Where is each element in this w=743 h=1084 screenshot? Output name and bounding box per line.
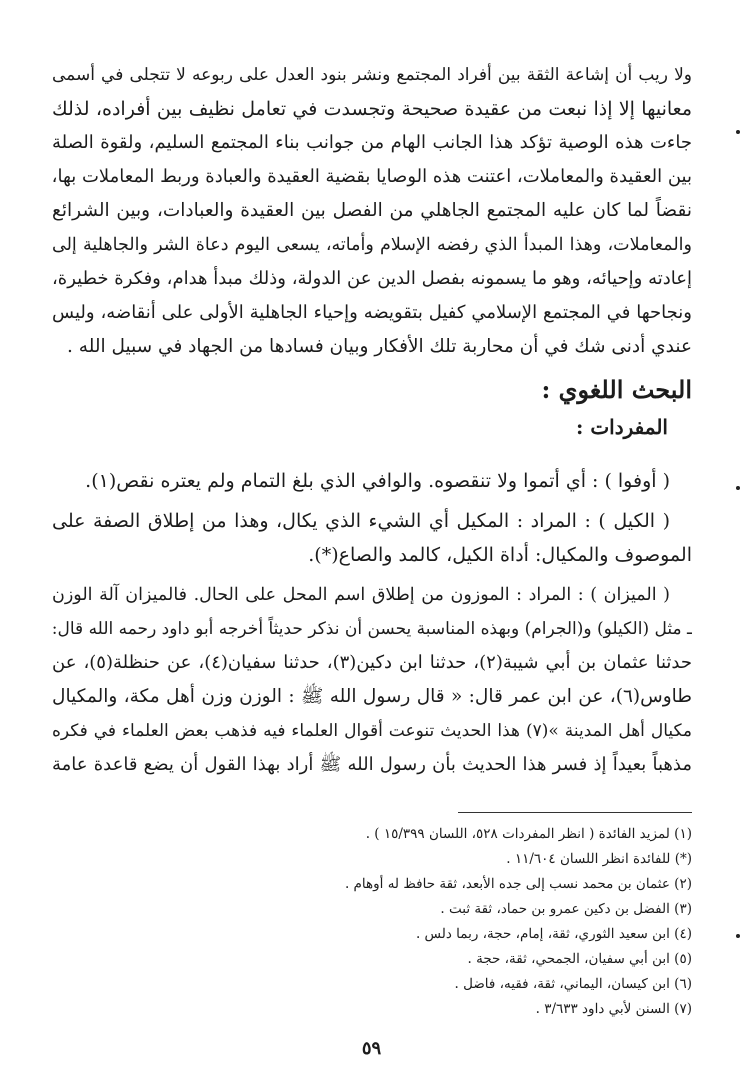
intro-paragraph: [52, 58, 692, 364]
definition-line: مذهباً بعيداً إذ فسر هذا الحديث بأن رسول الله ﷺ أراد بهذا القول أن يضع قاعدة عامة: [52, 754, 692, 775]
text-line: معانيها إلا إذا نبعت من عقيدة صحيحة وتجسدت في تعامل نظيف بين أفراده، لذلك: [52, 98, 692, 120]
text-line: بين العقيدة والمعاملات، اعتنت هذه الوصايا بقضية العقيدة والعبادة وربط المعاملات بها،: [52, 166, 692, 187]
footnote: (٧) السنن لأبي داود ٣/٦٣٣ .: [535, 1001, 692, 1017]
definition-line: ( الميزان ) : المراد : الموزون من إطلاق اسم المحل على الحال. فالميزان آلة الوزن: [52, 585, 670, 605]
definition-line: حدثنا عثمان بن أبي شيبة(٢)، حدثنا ابن دكين(٣)، حدثنا سفيان(٤)، عن حنظلة(٥)، عن: [52, 652, 692, 673]
text-line: إعادته وإحيائه، وهو ما يسمونه بفصل الدين عن الدولة، وذلك مبدأ هدام، وفكرة خطيرة،: [52, 268, 692, 289]
definition-line: ( الكيل ) : المراد : المكيل أي الشيء الذي يكال، وهذا من إطلاق الصفة على: [52, 510, 670, 532]
text-line: ونجاحها في المجتمع الإسلامي كفيل بتقويضه وإحياء الجاهلية الأولى على أنقاضه، وليس: [52, 302, 692, 323]
text-line: جاءت هذه الوصية تؤكد هذا الجانب الهام من جوانب بناء المجتمع السليم، ولقوة الصلة: [52, 132, 692, 153]
definition-line: طاوس(٦)، عن ابن عمر قال: « قال رسول الله ﷺ : الوزن وزن أهل مكة، والمكيال: [52, 686, 692, 707]
section-heading: البحث اللغوي :: [541, 375, 692, 404]
definition-line: ـ مثل (الكيلو) و(الجرام) وبهذه المناسبة يحسن أن نذكر حديثاً أخرجه أبو داود رحمه الله قال:: [52, 619, 692, 639]
subsection-heading: المفردات :: [575, 415, 668, 439]
definition-line: مكيال أهل المدينة »(٧) هذا الحديث تنوعت أقوال العلماء فيه فذهب بعض العلماء في فكره: [52, 721, 692, 741]
vocabulary-definitions: [52, 464, 692, 782]
footnote: (*) للفائدة انظر اللسان ١١/٦٠٤ .: [506, 851, 692, 867]
definition-line: ( أوفوا ) : أي أتموا ولا تنقصوه. والوافي الذي بلغ التمام ولم يعتره نقص(١).: [85, 470, 670, 492]
scan-speck: [736, 934, 740, 938]
text-line: ولا ريب أن إشاعة الثقة بين أفراد المجتمع ونشر بنود العدل على ربوعه لا تتجلى في أسمى: [52, 65, 692, 85]
footnote-divider: [458, 812, 692, 813]
footnotes: [300, 822, 692, 1022]
scan-speck: [736, 486, 740, 490]
scan-speck: [736, 130, 740, 134]
text-line: والمعاملات، وهذا المبدأ الذي رفضه الإسلام وأماته، يسعى اليوم دعاة الشر والجاهلية إلى: [52, 235, 692, 255]
page-number: ٥٩: [361, 1038, 382, 1059]
text-line: عندي أدنى شك في أن محاربة تلك الأفكار وبيان فسادها من الجهاد في سبيل الله .: [67, 336, 692, 357]
footnote: (٤) ابن سعيد الثوري، ثقة، إمام، حجة، ربما دلس .: [415, 926, 692, 942]
section-heading-block: [52, 370, 692, 444]
footnote: (٣) الفضل بن دكين عمرو بن حماد، ثقة ثبت .: [440, 901, 692, 917]
footnote: (٥) ابن أبي سفيان، الجمحي، ثقة، حجة .: [467, 951, 692, 967]
footnote: (١) لمزيد الفائدة ( انظر المفردات ٥٢٨، اللسان ١٥/٣٩٩ ) .: [365, 826, 692, 842]
text-line: نقضاً لما كان عليه المجتمع الجاهلي من الفصل بين العقيدة والعبادات، وبين الشرائع: [52, 200, 692, 221]
footnote: (٢) عثمان بن محمد نسب إلى جده الأبعد، ثقة حافظ له أوهام .: [344, 876, 692, 892]
definition-line: الموصوف والمكيال: أداة الكيل، كالمد والصاع(*).: [308, 544, 692, 566]
footnote: (٦) ابن كيسان، اليماني، ثقة، فقيه، فاضل .: [454, 976, 692, 992]
